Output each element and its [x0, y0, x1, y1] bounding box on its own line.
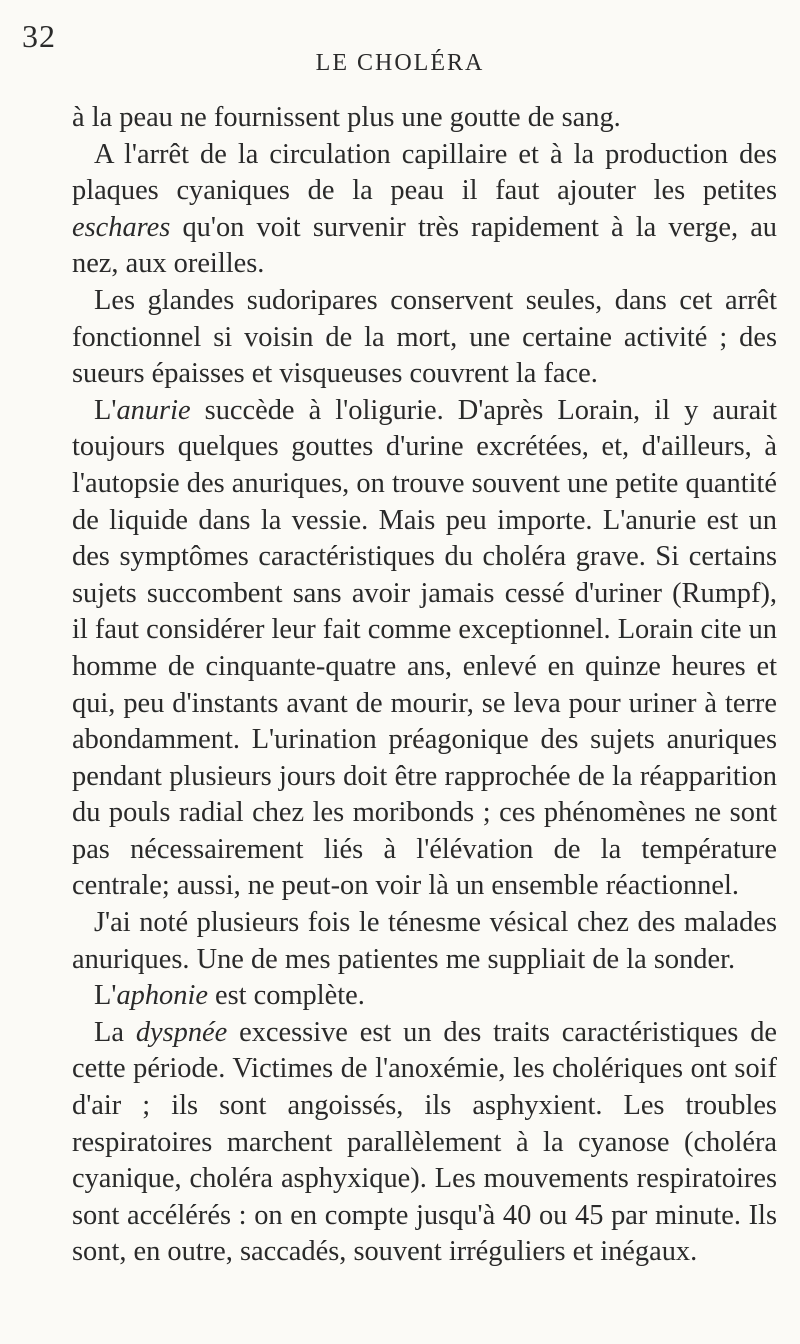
paragraph: L'aphonie est complète.: [94, 980, 365, 1012]
paragraph: à la peau ne fournissent plus une goutte de sang.: [72, 102, 621, 133]
paragraph: L'anurie succède à l'oligurie. D'après Lorain, il y aurait toujours quelques gouttes d'urine excrétées, et, d'ailleurs, à l'autopsie des anuriques, on trouve souvent une petite quantité de liquide dans la vessie. Mais peu importe. L'anurie est un des symptômes caractéristiques du choléra grave. Si certains sujets succombent sans avoir jamais cessé d'uriner (Rumpf), il faut considérer leur fait comme exceptionnel. Lorain cite un homme de cinquante-quatre ans, enlevé en quinze heures et qui, peu d'instants avant de mourir, se leva pour uriner à terre abondamment. L'urination préagonique des sujets anuriques pendant plusieurs jours doit être rapprochée de la réapparition du pouls radial chez les moribonds ; ces phénomènes ne sont pas nécessairement liés à l'élévation de la température centrale; aussi, ne peut-on voir là un ensemble réactionnel.: [72, 394, 777, 902]
body-text: [72, 100, 777, 1271]
italic-term: aphonie: [116, 980, 208, 1012]
paragraph: La dyspnée excessive est un des traits caractéristiques de cette période. Victimes de l'anoxémie, les cholériques ont soif d'air ; ils sont angoissés, ils asphyxient. Les troubles respiratoires marchent parallèlement à la cyanose (choléra cyanique, choléra asphyxique). Les mouvements respiratoires sont accélérés : on en compte jusqu'à 40 ou 45 par minute. Ils sont, en outre, saccadés, souvent irréguliers et inégaux.: [72, 1016, 777, 1268]
running-head: LE CHOLÉRA: [315, 50, 485, 76]
paragraph: Les glandes sudoripares conservent seules, dans cet arrêt fonctionnel si voisin de la mort, une certaine activité ; des sueurs épaisses et visqueuses couvrent la face.: [72, 284, 777, 390]
paragraph: J'ai noté plusieurs fois le ténesme vésical chez des malades anuriques. Une de mes patientes me suppliait de la sonder.: [72, 907, 777, 975]
page-number: 32: [22, 18, 56, 54]
italic-term: eschares: [72, 211, 171, 243]
italic-term: dyspnée: [135, 1016, 228, 1048]
italic-term: anurie: [116, 394, 191, 426]
paragraph: A l'arrêt de la circulation capillaire et à la production des plaques cyaniques de la peau il faut ajouter les petites eschares qu'on voit survenir très rapidement à la verge, au nez, aux oreilles.: [72, 138, 777, 280]
